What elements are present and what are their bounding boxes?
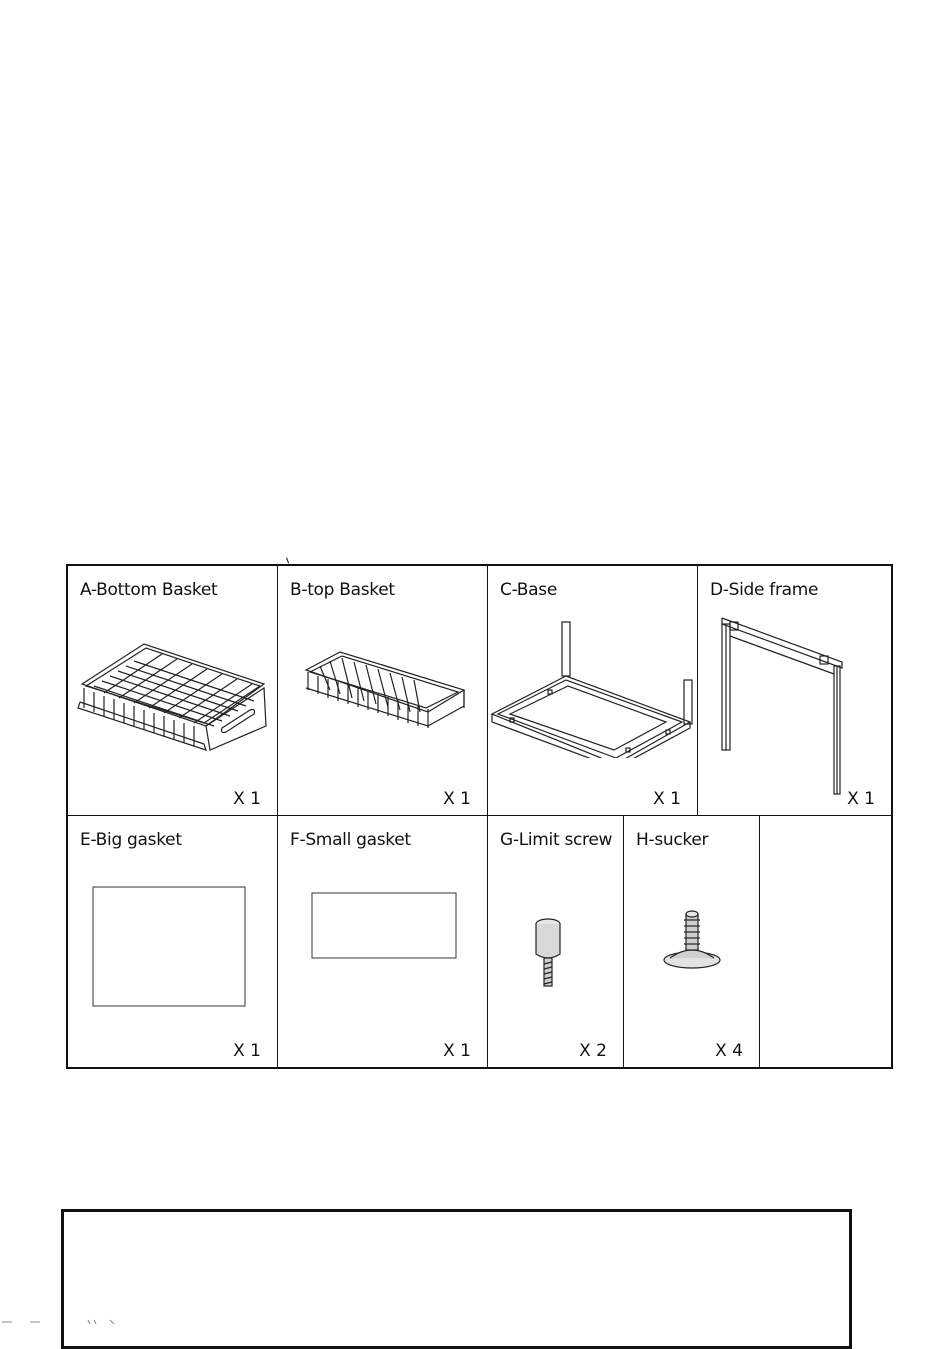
part-quantity: X 1 bbox=[233, 1041, 261, 1061]
side-frame-icon bbox=[716, 610, 846, 800]
top-basket-icon bbox=[300, 646, 470, 756]
parts-row-1 bbox=[68, 566, 891, 816]
part-cell-big-gasket bbox=[68, 816, 278, 1067]
part-label: B-top Basket bbox=[290, 580, 395, 600]
part-cell-top-basket bbox=[278, 566, 488, 815]
limit-screw-icon bbox=[530, 916, 570, 990]
part-cell-bottom-basket bbox=[68, 566, 278, 815]
part-label: A-Bottom Basket bbox=[80, 580, 218, 600]
part-quantity: X 1 bbox=[653, 789, 681, 809]
part-cell-base bbox=[488, 566, 698, 815]
part-quantity: X 1 bbox=[443, 789, 471, 809]
parts-row-2 bbox=[68, 816, 891, 1067]
big-gasket-icon bbox=[92, 886, 248, 1010]
part-label: H-sucker bbox=[636, 830, 709, 850]
part-label: D-Side frame bbox=[710, 580, 819, 600]
part-label: G-Limit screw bbox=[500, 830, 613, 850]
part-quantity: X 1 bbox=[443, 1041, 471, 1061]
part-cell-side-frame bbox=[698, 566, 891, 815]
parts-list-table bbox=[66, 564, 893, 1069]
part-cell-limit-screw bbox=[488, 816, 624, 1067]
part-label: F-Small gasket bbox=[290, 830, 411, 850]
part-label: E-Big gasket bbox=[80, 830, 182, 850]
bottom-basket-icon bbox=[74, 626, 274, 751]
part-label: C-Base bbox=[500, 580, 557, 600]
part-cell-sucker bbox=[624, 816, 760, 1067]
base-frame-icon bbox=[490, 618, 696, 758]
part-quantity: X 1 bbox=[847, 789, 875, 809]
notes-box bbox=[61, 1209, 852, 1349]
small-gasket-icon bbox=[311, 892, 459, 962]
part-quantity: X 4 bbox=[715, 1041, 743, 1061]
sucker-icon bbox=[660, 908, 724, 974]
part-quantity: X 1 bbox=[233, 789, 261, 809]
scan-edge-marks bbox=[0, 1317, 200, 1324]
scan-mark bbox=[286, 556, 292, 563]
part-cell-empty bbox=[760, 816, 891, 1067]
part-cell-small-gasket bbox=[278, 816, 488, 1067]
part-quantity: X 2 bbox=[579, 1041, 607, 1061]
